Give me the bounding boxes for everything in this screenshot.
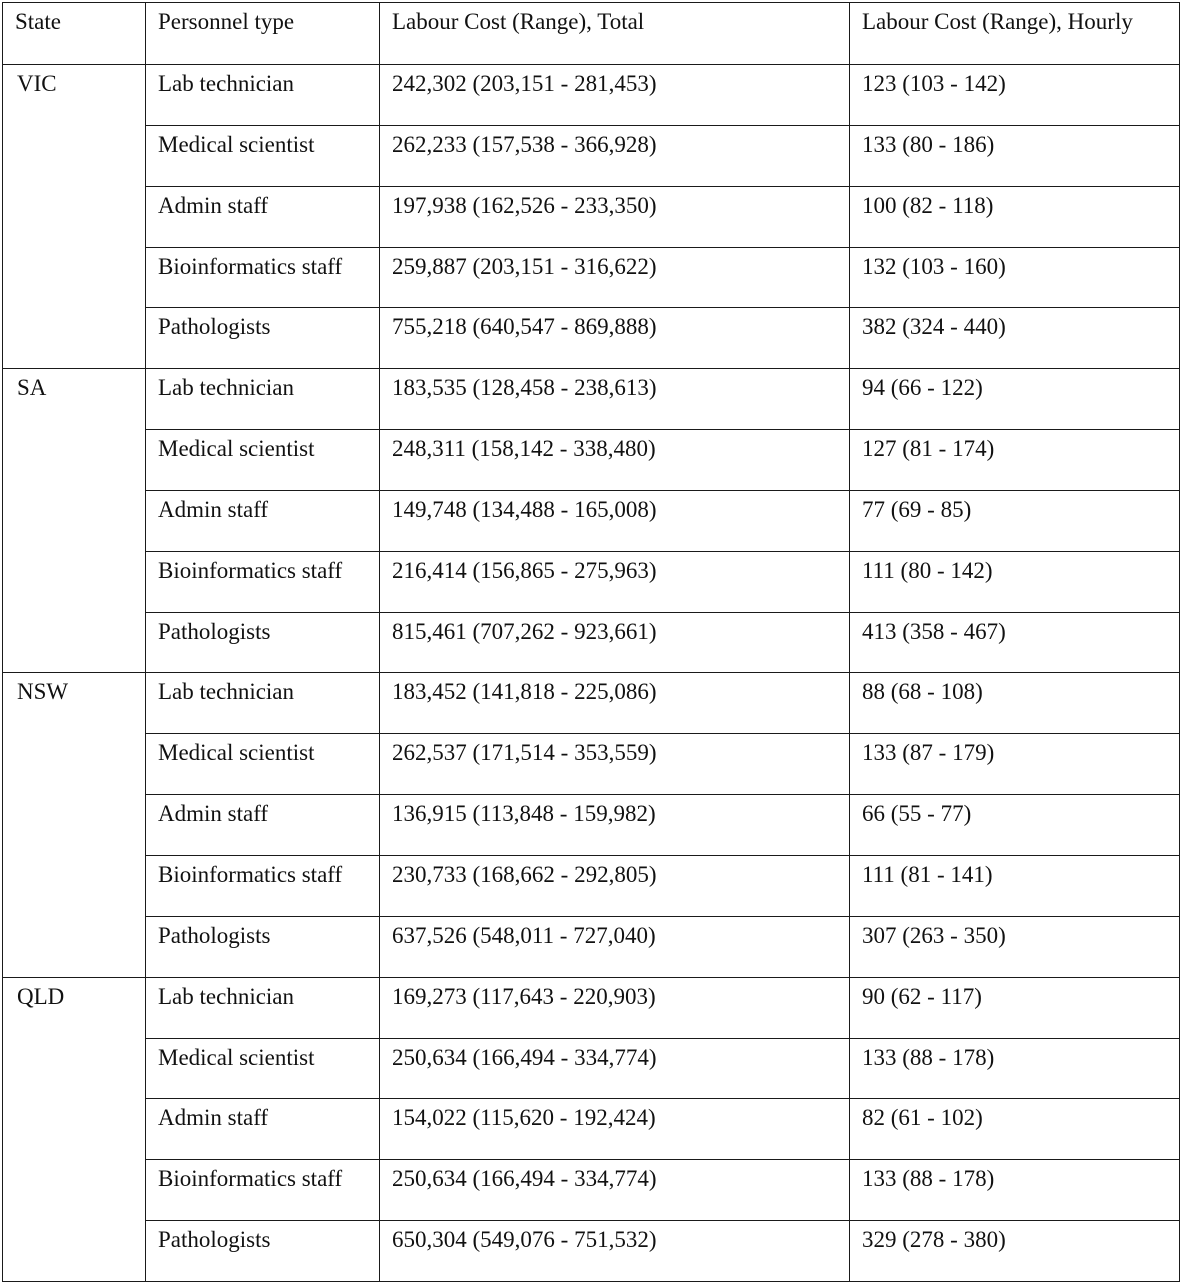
table-row: [3, 1221, 1180, 1282]
personnel-type-cell: Admin staff: [146, 795, 380, 856]
personnel-type-cell: Pathologists: [146, 612, 380, 673]
state-cell: QLD: [3, 977, 146, 1281]
hourly-cost-cell: 90 (62 - 117): [850, 977, 1180, 1038]
total-cost-cell: 262,537 (171,514 - 353,559): [380, 734, 850, 795]
hourly-cost-cell: 133 (80 - 186): [850, 125, 1180, 186]
hourly-cost-cell: 133 (88 - 178): [850, 1160, 1180, 1221]
table-body: [3, 65, 1180, 1282]
table-row: [3, 1038, 1180, 1099]
total-cost-cell: 216,414 (156,865 - 275,963): [380, 551, 850, 612]
hourly-cost-cell: 127 (81 - 174): [850, 430, 1180, 491]
header-hourly-cost: Labour Cost (Range), Hourly: [850, 3, 1180, 65]
hourly-cost-cell: 307 (263 - 350): [850, 916, 1180, 977]
personnel-type-cell: Lab technician: [146, 977, 380, 1038]
total-cost-cell: 248,311 (158,142 - 338,480): [380, 430, 850, 491]
hourly-cost-cell: 123 (103 - 142): [850, 65, 1180, 126]
state-cell: NSW: [3, 673, 146, 977]
total-cost-cell: 183,535 (128,458 - 238,613): [380, 369, 850, 430]
table-row: [3, 65, 1180, 126]
hourly-cost-cell: 132 (103 - 160): [850, 247, 1180, 308]
personnel-type-cell: Admin staff: [146, 1099, 380, 1160]
hourly-cost-cell: 100 (82 - 118): [850, 186, 1180, 247]
total-cost-cell: 637,526 (548,011 - 727,040): [380, 916, 850, 977]
personnel-type-cell: Medical scientist: [146, 734, 380, 795]
table-row: [3, 125, 1180, 186]
hourly-cost-cell: 66 (55 - 77): [850, 795, 1180, 856]
table-row: [3, 430, 1180, 491]
total-cost-cell: 197,938 (162,526 - 233,350): [380, 186, 850, 247]
hourly-cost-cell: 111 (81 - 141): [850, 855, 1180, 916]
header-personnel-type: Personnel type: [146, 3, 380, 65]
personnel-type-cell: Bioinformatics staff: [146, 247, 380, 308]
table-row: [3, 673, 1180, 734]
personnel-type-cell: Bioinformatics staff: [146, 551, 380, 612]
personnel-type-cell: Medical scientist: [146, 1038, 380, 1099]
total-cost-cell: 149,748 (134,488 - 165,008): [380, 490, 850, 551]
total-cost-cell: 650,304 (549,076 - 751,532): [380, 1221, 850, 1282]
personnel-type-cell: Bioinformatics staff: [146, 855, 380, 916]
header-state: State: [3, 3, 146, 65]
total-cost-cell: 242,302 (203,151 - 281,453): [380, 65, 850, 126]
table-row: [3, 490, 1180, 551]
header-row: [3, 3, 1180, 65]
personnel-type-cell: Medical scientist: [146, 430, 380, 491]
personnel-type-cell: Bioinformatics staff: [146, 1160, 380, 1221]
total-cost-cell: 250,634 (166,494 - 334,774): [380, 1160, 850, 1221]
hourly-cost-cell: 133 (87 - 179): [850, 734, 1180, 795]
personnel-type-cell: Medical scientist: [146, 125, 380, 186]
table-row: [3, 186, 1180, 247]
hourly-cost-cell: 94 (66 - 122): [850, 369, 1180, 430]
table-row: [3, 795, 1180, 856]
personnel-type-cell: Pathologists: [146, 1221, 380, 1282]
state-cell: VIC: [3, 65, 146, 369]
table-row: [3, 1099, 1180, 1160]
table-row: [3, 612, 1180, 673]
personnel-type-cell: Lab technician: [146, 673, 380, 734]
labour-cost-table: [2, 2, 1180, 1282]
total-cost-cell: 259,887 (203,151 - 316,622): [380, 247, 850, 308]
hourly-cost-cell: 382 (324 - 440): [850, 308, 1180, 369]
hourly-cost-cell: 82 (61 - 102): [850, 1099, 1180, 1160]
table-row: [3, 734, 1180, 795]
hourly-cost-cell: 77 (69 - 85): [850, 490, 1180, 551]
personnel-type-cell: Pathologists: [146, 308, 380, 369]
total-cost-cell: 136,915 (113,848 - 159,982): [380, 795, 850, 856]
table-row: [3, 308, 1180, 369]
table-row: [3, 916, 1180, 977]
hourly-cost-cell: 88 (68 - 108): [850, 673, 1180, 734]
personnel-type-cell: Lab technician: [146, 369, 380, 430]
total-cost-cell: 154,022 (115,620 - 192,424): [380, 1099, 850, 1160]
table-row: [3, 369, 1180, 430]
header-total-cost: Labour Cost (Range), Total: [380, 3, 850, 65]
table-row: [3, 977, 1180, 1038]
hourly-cost-cell: 111 (80 - 142): [850, 551, 1180, 612]
table-row: [3, 855, 1180, 916]
hourly-cost-cell: 133 (88 - 178): [850, 1038, 1180, 1099]
personnel-type-cell: Lab technician: [146, 65, 380, 126]
hourly-cost-cell: 413 (358 - 467): [850, 612, 1180, 673]
total-cost-cell: 169,273 (117,643 - 220,903): [380, 977, 850, 1038]
personnel-type-cell: Pathologists: [146, 916, 380, 977]
personnel-type-cell: Admin staff: [146, 490, 380, 551]
table-row: [3, 551, 1180, 612]
total-cost-cell: 250,634 (166,494 - 334,774): [380, 1038, 850, 1099]
state-cell: SA: [3, 369, 146, 673]
total-cost-cell: 755,218 (640,547 - 869,888): [380, 308, 850, 369]
table-row: [3, 247, 1180, 308]
total-cost-cell: 230,733 (168,662 - 292,805): [380, 855, 850, 916]
total-cost-cell: 815,461 (707,262 - 923,661): [380, 612, 850, 673]
total-cost-cell: 262,233 (157,538 - 366,928): [380, 125, 850, 186]
total-cost-cell: 183,452 (141,818 - 225,086): [380, 673, 850, 734]
table-row: [3, 1160, 1180, 1221]
personnel-type-cell: Admin staff: [146, 186, 380, 247]
hourly-cost-cell: 329 (278 - 380): [850, 1221, 1180, 1282]
